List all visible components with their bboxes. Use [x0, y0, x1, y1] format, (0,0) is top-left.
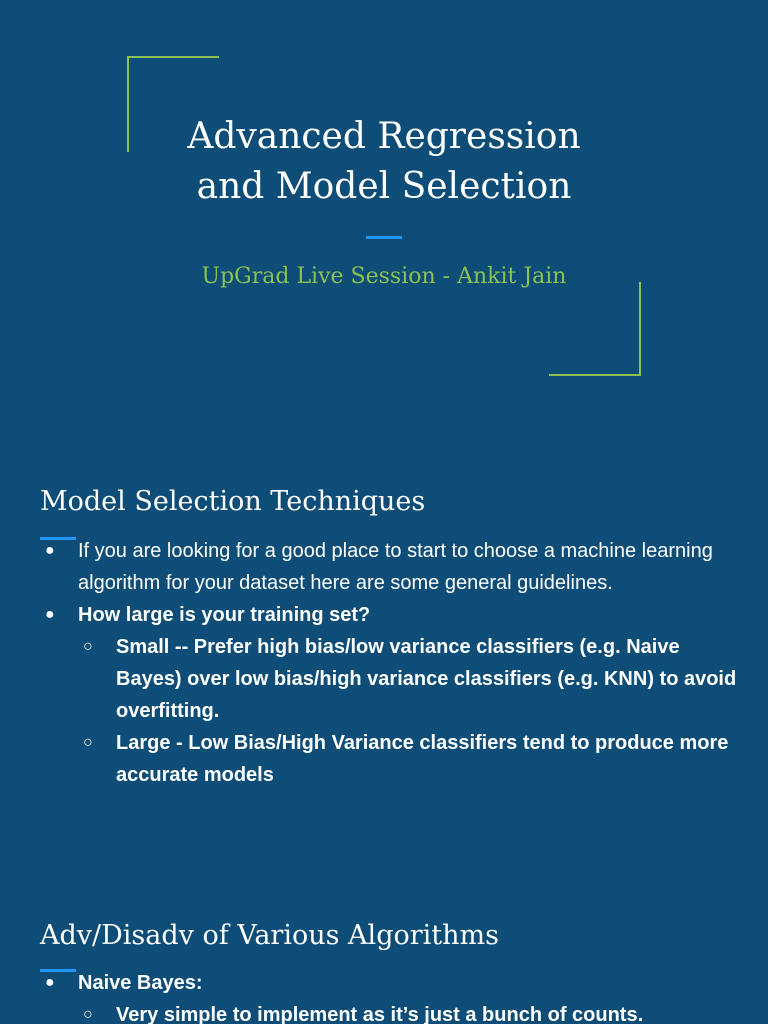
presentation-title	[0, 112, 768, 212]
sub-bullet-text: Large - Low Bias/High Variance classifiers tend to produce more accurate models	[116, 732, 729, 786]
techniques-heading: Model Selection Techniques	[40, 486, 426, 517]
bullet-marker-icon: ●	[45, 542, 55, 559]
algorithms-slide	[0, 864, 768, 1024]
algorithms-heading: Adv/Disadv of Various Algorithms	[40, 920, 499, 951]
sub-bullet-marker-icon: ○	[83, 1006, 93, 1023]
sub-bullet-item	[78, 727, 740, 791]
title-underline-accent	[366, 236, 402, 239]
bullet-item	[40, 967, 740, 1024]
sub-bullet-list	[78, 999, 740, 1024]
sub-bullet-marker-icon: ○	[83, 638, 93, 655]
sub-bullet-text: Small -- Prefer high bias/low variance classifiers (e.g. Naive Bayes) over low bias/high variance classifiers (e.g. KNN) to avoid overfitting.	[116, 636, 737, 722]
bullet-marker-icon: ●	[45, 606, 55, 623]
bullet-text: How large is your training set?	[78, 604, 371, 626]
title-line-1: Advanced Regression	[187, 116, 581, 157]
bullet-item	[40, 535, 740, 599]
title-line-2: and Model Selection	[196, 166, 572, 207]
sub-bullet-marker-icon: ○	[83, 734, 93, 751]
bullet-marker-icon: ●	[45, 974, 55, 991]
title-slide	[0, 0, 768, 432]
bullet-text: Naive Bayes:	[78, 972, 203, 994]
sub-bullet-list	[78, 631, 740, 791]
sub-bullet-item	[78, 999, 740, 1024]
techniques-bullet-list	[40, 535, 740, 791]
algorithms-bullet-list	[40, 967, 740, 1024]
techniques-slide	[0, 432, 768, 864]
presentation-subtitle: UpGrad Live Session - Ankit Jain	[201, 264, 567, 289]
bullet-item	[40, 599, 740, 791]
bullet-text: If you are looking for a good place to start to choose a machine learning algorithm for your dataset here are some general guidelines.	[78, 540, 713, 594]
sub-bullet-item	[78, 631, 740, 727]
sub-bullet-text: Very simple to implement as it’s just a bunch of counts.	[116, 1004, 644, 1024]
corner-bracket-bottom-right	[549, 282, 641, 376]
